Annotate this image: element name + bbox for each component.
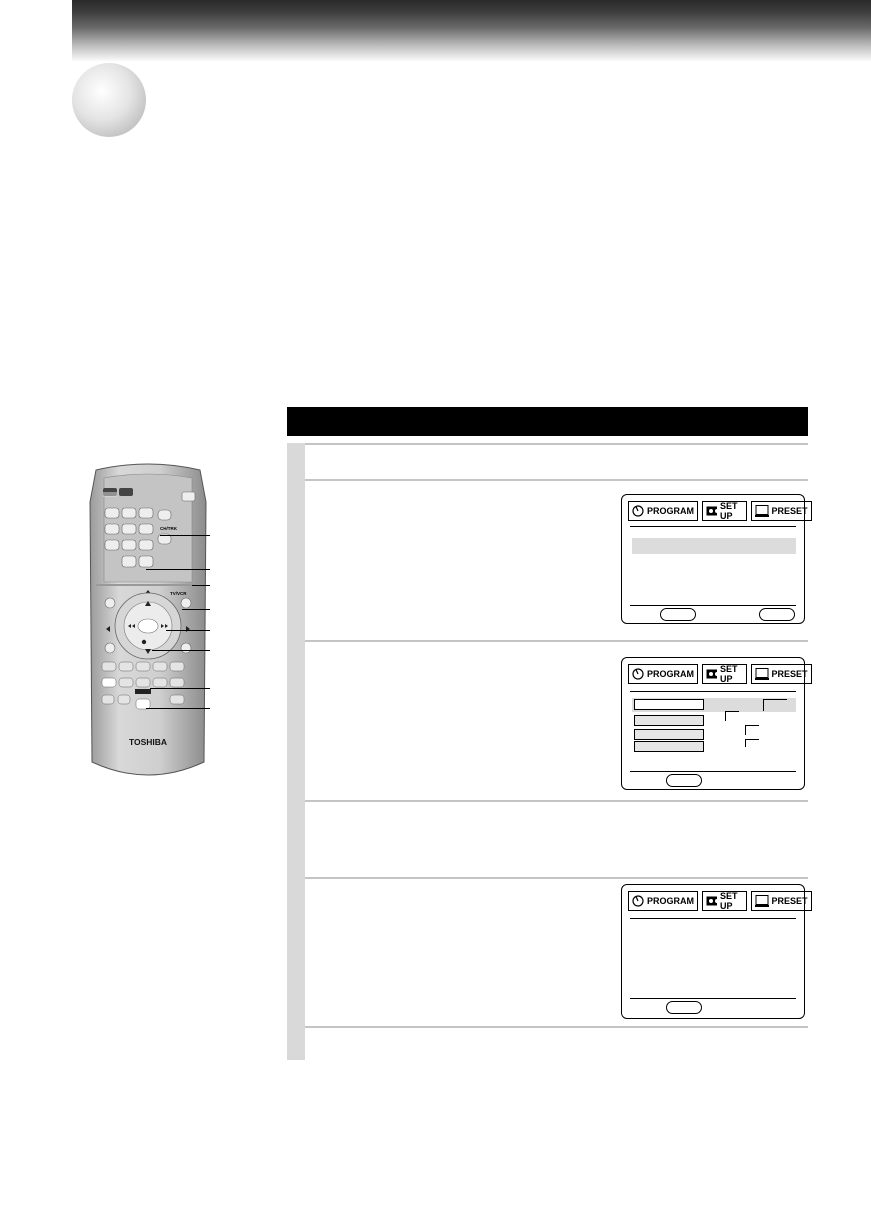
callout-line-7 xyxy=(150,688,210,689)
procedure-title-bar xyxy=(287,407,808,436)
osd-field-3 xyxy=(634,729,704,740)
tab-preset-label: PRESET xyxy=(771,896,808,906)
remote-brand-logo: TOSHIBA xyxy=(128,737,168,747)
cassette-icon xyxy=(706,896,717,906)
tab-setup-label: SET UP xyxy=(720,501,738,521)
tv-icon xyxy=(755,505,769,517)
osd-highlight-row xyxy=(632,538,796,554)
osd-menu-screen-3 xyxy=(621,884,808,1019)
callout-line-2 xyxy=(146,569,210,570)
tab-preset-label: PRESET xyxy=(771,506,808,516)
tv-vcr-label: TV/VCR xyxy=(170,591,187,596)
clock-icon xyxy=(632,895,644,907)
cassette-icon xyxy=(706,506,717,516)
step-row-4 xyxy=(287,800,808,877)
step-number-4 xyxy=(287,800,305,877)
osd-field-4 xyxy=(634,741,704,752)
ch-trk-label: CH/TRK xyxy=(160,526,177,531)
osd-button-left xyxy=(666,774,702,787)
tab-program-label: PROGRAM xyxy=(647,896,694,906)
osd-button-left xyxy=(660,608,696,621)
tab-program xyxy=(628,501,698,521)
step-number-5 xyxy=(287,877,305,1026)
clock-icon xyxy=(632,505,644,517)
section-bullet-circle xyxy=(72,63,146,137)
callout-line-1 xyxy=(160,535,210,536)
callout-line-6 xyxy=(152,650,210,651)
tab-setup xyxy=(702,501,747,521)
tab-program-label: PROGRAM xyxy=(647,506,694,516)
tab-preset xyxy=(751,891,812,911)
osd-button-left xyxy=(666,1001,702,1014)
tab-setup xyxy=(702,891,747,911)
tab-preset xyxy=(751,664,812,684)
osd-field-2 xyxy=(634,715,704,726)
step-number-2 xyxy=(287,479,305,640)
tv-icon xyxy=(755,895,769,907)
tab-setup xyxy=(702,664,747,684)
cassette-icon xyxy=(706,669,717,679)
tab-program xyxy=(628,891,698,911)
clock-icon xyxy=(632,668,644,680)
tab-setup-label: SET UP xyxy=(720,664,738,684)
osd-menu-screen-2 xyxy=(621,657,808,790)
tab-preset-label: PRESET xyxy=(771,669,808,679)
step-row-6 xyxy=(287,1026,808,1060)
tab-program-label: PROGRAM xyxy=(647,669,694,679)
tab-preset xyxy=(751,501,812,521)
tab-setup-label: SET UP xyxy=(720,891,738,911)
step-number-6 xyxy=(287,1026,305,1060)
step-number-1 xyxy=(287,443,305,479)
step-row-1 xyxy=(287,443,808,479)
callout-line-3 xyxy=(192,585,210,586)
osd-menu-screen-1 xyxy=(621,494,808,624)
osd-field-1 xyxy=(634,699,704,710)
callout-line-5 xyxy=(166,630,210,631)
tv-icon xyxy=(755,668,769,680)
header-gradient-bar xyxy=(72,0,871,62)
osd-button-right xyxy=(759,608,795,621)
remote-control-illustration xyxy=(86,462,210,782)
tab-program xyxy=(628,664,698,684)
callout-line-4 xyxy=(182,609,210,610)
step-number-3 xyxy=(287,640,305,800)
callout-line-8 xyxy=(146,708,210,709)
